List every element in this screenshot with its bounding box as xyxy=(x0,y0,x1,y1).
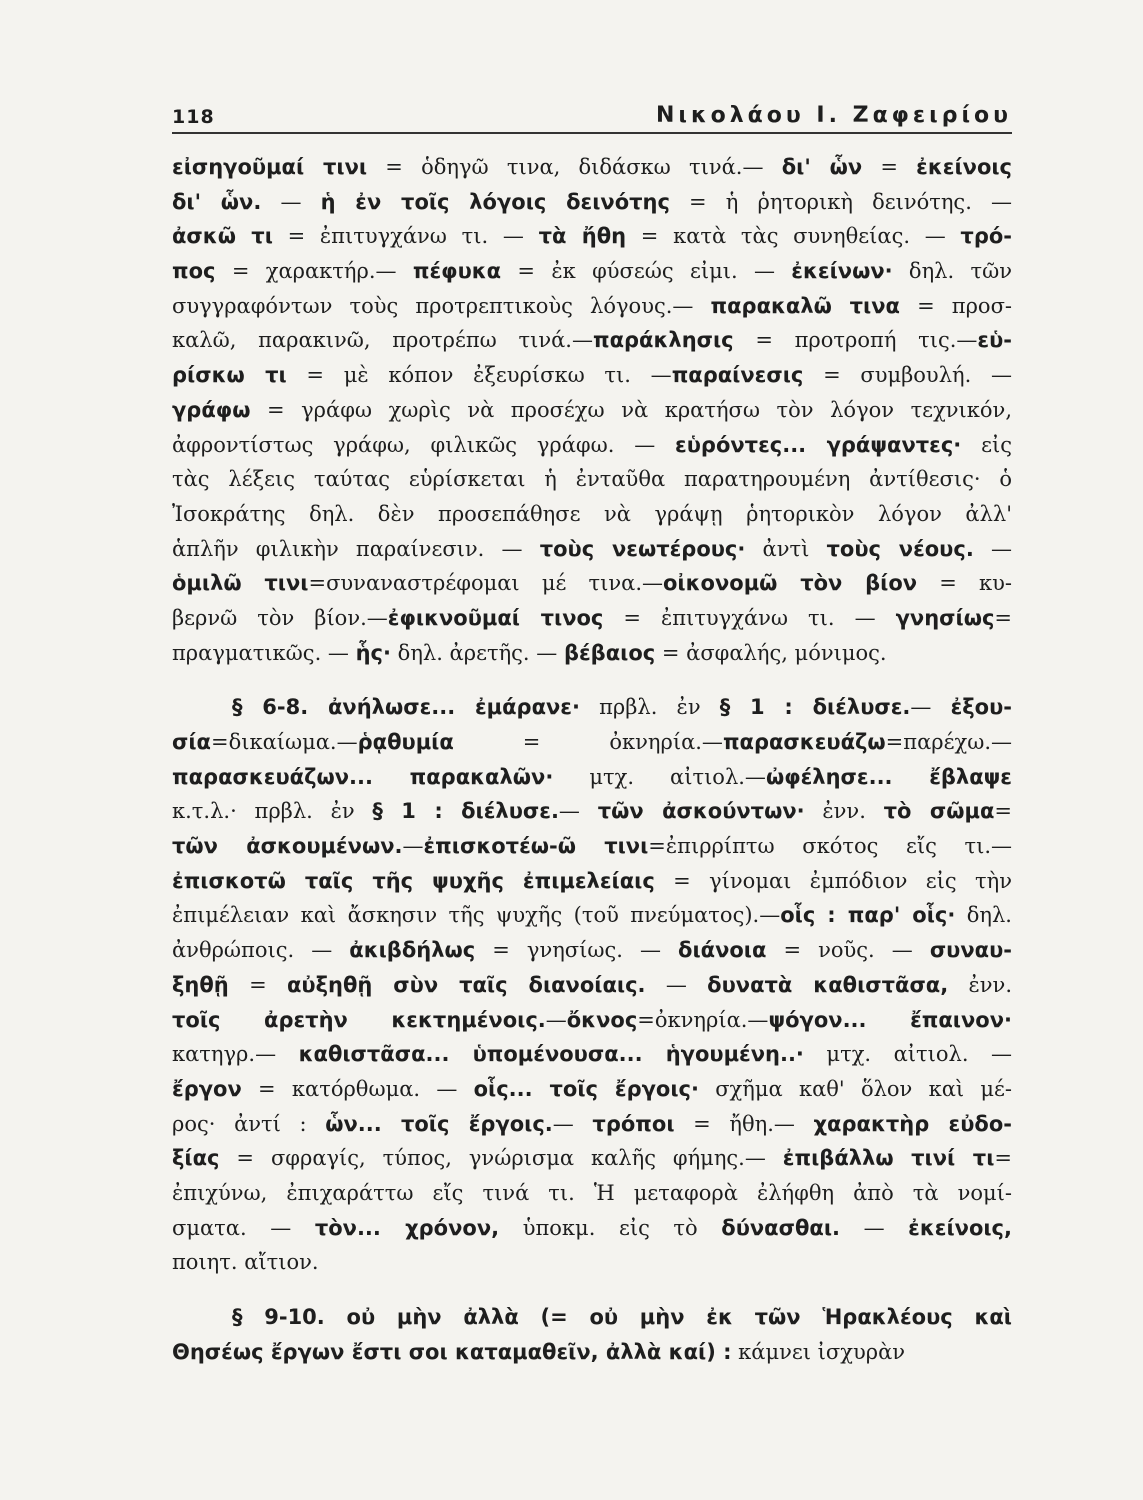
text-line xyxy=(172,1335,1012,1370)
text-line xyxy=(172,428,1012,463)
lemma-term: συναυ- xyxy=(929,938,1012,963)
gloss-text: = ἐπιτυγχάνω τι. — xyxy=(603,605,896,630)
lemma-term: δι' ὧν. xyxy=(172,189,262,214)
text-line xyxy=(172,462,1012,497)
lemma-term: τρό- xyxy=(960,224,1012,249)
gloss-text: = γράφω χωρὶς νὰ προσέχω νὰ κρατήσω τὸν λόγον τεχνικόν, xyxy=(250,397,1012,422)
gloss-text: = χαρακτήρ.— xyxy=(215,259,413,284)
lemma-term: ἐπιβάλλω τινί τι xyxy=(782,1146,995,1171)
text-line xyxy=(172,690,1012,725)
lemma-term: § 6-8. ἀνήλωσε... ἐμάρανε· xyxy=(232,695,580,720)
lemma-term: τὸ σῶμα xyxy=(883,799,995,824)
gloss-text: = xyxy=(994,1146,1012,1171)
gloss-text: = προσ- xyxy=(899,293,1013,318)
paragraph-gap xyxy=(172,670,1012,690)
text-line xyxy=(172,1176,1012,1211)
gloss-text: = ὁδηγῶ τινα, διδάσκω τινά.— xyxy=(367,155,782,179)
gloss-text: ἀφροντίστως γράφω, φιλικῶς γράφω. — xyxy=(172,432,676,457)
gloss-text: = νοῦς. — xyxy=(766,938,930,963)
gloss-text: = ἡ ῥητορικὴ δεινότης. — xyxy=(669,189,1012,214)
lemma-term: ὠφέλησε... ἔβλαψε xyxy=(765,764,1012,789)
lemma-term: ὁμιλῶ τινι xyxy=(172,571,309,596)
text-line xyxy=(172,601,1012,636)
gloss-text: = σφραγίς, τύπος, γνώρισμα καλῆς φήμης.— xyxy=(219,1146,783,1171)
gloss-text: =συναναστρέφομαι μέ τινα.— xyxy=(308,571,663,596)
gloss-text: =ὀκνηρία.— xyxy=(637,1007,769,1032)
gloss-text: — xyxy=(545,1007,567,1032)
gloss-text: = ἐκ φύσεώς εἰμι. — xyxy=(501,259,792,284)
gloss-text: = κατὰ τὰς συνηθείας. — xyxy=(626,224,961,249)
gloss-text: = ἐπιτυγχάνω τι. — xyxy=(272,224,539,249)
text-line xyxy=(172,1141,1012,1176)
lemma-term: ἐξου- xyxy=(950,695,1012,720)
gloss-text: μτχ. αἰτιολ. — xyxy=(803,1042,1012,1067)
lemma-term: εἰσηγοῦμαί τινι xyxy=(172,155,368,179)
gloss-text: βερνῶ τὸν βίον.— xyxy=(172,605,388,630)
lemma-term: οἷς... τοῖς ἔργοις· xyxy=(473,1076,699,1101)
lemma-term: παράκλησις xyxy=(592,328,734,353)
gloss-text: — xyxy=(558,799,598,824)
gloss-text: ἀντὶ xyxy=(745,536,827,561)
lemma-term: δι' ὧν xyxy=(781,155,863,179)
lemma-term: ἀσκῶ τι xyxy=(172,224,273,249)
text-line xyxy=(172,219,1012,254)
text-line xyxy=(172,1107,1012,1142)
text-line xyxy=(172,794,1012,829)
gloss-text: — xyxy=(973,536,1012,561)
lemma-term: δυνατὰ καθιστᾶσα, xyxy=(707,972,949,997)
text-line xyxy=(172,933,1012,968)
lemma-term: τοῖς ἀρετὴν κεκτημένοις. xyxy=(172,1007,546,1032)
lemma-term: τὸν... χρόνον, xyxy=(314,1215,500,1240)
lemma-term: παρασκευάζων... παρακαλῶν· xyxy=(172,764,554,789)
running-title: Νικολάου Ι. Ζαφειρίου xyxy=(656,103,1012,128)
page-number: 118 xyxy=(172,106,215,128)
gloss-text: — xyxy=(261,189,321,214)
gloss-text: — xyxy=(645,972,708,997)
text-line xyxy=(172,829,1012,864)
lemma-term: ἐφικνοῦμαί τινος xyxy=(387,605,604,630)
gloss-text: = γίνομαι ἐμπόδιον εἰς τὴν xyxy=(654,868,1012,893)
gloss-text: δηλ. τῶν xyxy=(892,259,1012,284)
commentary-text xyxy=(172,150,1012,1369)
text-line xyxy=(172,968,1012,1003)
lemma-term: διάνοια xyxy=(678,938,767,963)
gloss-text: ἐνν. xyxy=(948,972,1013,997)
gloss-text: πρβλ. ἐν xyxy=(579,695,720,720)
text-line xyxy=(172,566,1012,601)
text-line xyxy=(172,1211,1012,1246)
gloss-text: ποιητ. αἴτιον. xyxy=(172,1250,319,1275)
gloss-text: εἰς xyxy=(961,432,1012,457)
gloss-text: =παρέχω.— xyxy=(885,730,1012,754)
gloss-text: = κυ- xyxy=(917,571,1012,596)
lemma-term: ἐκείνοις, xyxy=(908,1215,1012,1240)
gloss-text: καλῶ, παρακινῶ, προτρέπω τινά.— xyxy=(172,328,593,353)
lemma-term: ὄκνος xyxy=(566,1007,638,1032)
text-line xyxy=(172,1245,1012,1280)
gloss-text: δηλ. xyxy=(955,903,1012,928)
text-line xyxy=(172,898,1012,933)
lemma-term: εὑρόντες... γράψαντες· xyxy=(675,432,962,457)
gloss-text: — xyxy=(402,834,424,859)
text-line xyxy=(172,150,1012,185)
lemma-term: ἐπισκοτέω-ῶ τινι xyxy=(423,834,649,859)
text-line xyxy=(172,864,1012,899)
lemma-term: παραίνεσις xyxy=(671,363,804,388)
gloss-text: = xyxy=(228,972,287,997)
gloss-text: — xyxy=(910,695,951,720)
gloss-text: = συμβουλή. — xyxy=(803,363,1012,388)
lemma-term: § 9-10. οὐ μὴν ἀλλὰ (= οὐ μὴν ἐκ τῶν Ἡρακλέους καὶ xyxy=(232,1305,1012,1329)
text-line xyxy=(172,393,1012,428)
gloss-text: = ἤθη.— xyxy=(674,1111,814,1136)
gloss-text: σχῆμα καθ' ὅλον καὶ μέ- xyxy=(698,1076,1013,1101)
text-line xyxy=(172,254,1012,289)
text-line xyxy=(172,1003,1012,1038)
lemma-term: χαρακτὴρ εὐδο- xyxy=(813,1111,1012,1136)
gloss-text: = μὲ κόπον ἐξευρίσκω τι. — xyxy=(286,363,672,388)
gloss-text: Ἰσοκράτης δηλ. δὲν προσεπάθησε νὰ γράψῃ ῥητορικὸν λόγον ἀλλ' xyxy=(172,501,1012,526)
gloss-text: ἐπιχύνω, ἐπιχαράττω εἴς τινά τι. Ἡ μεταφορὰ ἐλήφθη ἀπὸ τὰ νομί- xyxy=(172,1180,1012,1205)
text-line xyxy=(172,289,1012,324)
lemma-term: ἀκιβδήλως xyxy=(349,938,476,963)
lemma-term: τοὺς νέους. xyxy=(826,536,974,561)
gloss-text: = προτροπή τις.— xyxy=(733,328,978,353)
gloss-text: ὑποκμ. εἰς τὸ xyxy=(499,1215,722,1240)
gloss-text: ἐπιμέλειαν καὶ ἄσκησιν τῆς ψυχῆς (τοῦ πνεύματος).— xyxy=(172,903,781,928)
gloss-text: ἀνθρώποις. — xyxy=(172,938,350,963)
gloss-text: πραγματικῶς. — xyxy=(172,640,356,665)
lemma-term: γνησίως xyxy=(895,605,995,630)
lemma-term: ῥᾳθυμία xyxy=(357,730,454,754)
lemma-term: Θησέως ἔργων ἔστι σοι καταμαθεῖν, ἀλλὰ καί) : xyxy=(172,1339,732,1364)
text-line xyxy=(172,1037,1012,1072)
gloss-text: μτχ. αἰτιολ.— xyxy=(553,764,766,789)
text-line xyxy=(172,497,1012,532)
lemma-term: παρασκευάζω xyxy=(722,730,886,754)
text-line xyxy=(172,1300,1012,1335)
lemma-term: εὑ- xyxy=(977,328,1012,353)
lemma-term: ψόγον... ἔπαινον· xyxy=(768,1007,1012,1032)
gloss-text: κατηγρ.— xyxy=(172,1042,299,1067)
paragraph-gap xyxy=(172,1280,1012,1300)
text-line xyxy=(172,1072,1012,1107)
text-line xyxy=(172,358,1012,393)
text-line xyxy=(172,725,1012,760)
lemma-term: ἧς· xyxy=(355,640,391,665)
lemma-term: ξίας xyxy=(172,1146,220,1171)
gloss-text: =δικαίωμα.— xyxy=(210,730,358,754)
lemma-term: παρακαλῶ τινα xyxy=(710,293,900,318)
lemma-term: ρίσκω τι xyxy=(172,363,287,388)
gloss-text: ἐνν. xyxy=(804,799,884,824)
lemma-term: ξηθῇ xyxy=(172,972,229,997)
text-line xyxy=(172,760,1012,795)
lemma-term: οἷς : παρ' οἷς· xyxy=(780,903,956,928)
lemma-term: καθιστᾶσα... ὑπομένουσα... ἡγουμένη..· xyxy=(298,1042,804,1067)
lemma-term: ἡ ἐν τοῖς λόγοις δεινότης xyxy=(320,189,670,214)
lemma-term: τῶν ἀσκουμένων. xyxy=(172,834,403,859)
page-header xyxy=(172,98,1012,134)
text-line xyxy=(172,636,1012,671)
lemma-term: τὰ ἤθη xyxy=(538,224,627,249)
lemma-term: § 1 : διέλυσε. xyxy=(719,695,911,720)
gloss-text: = xyxy=(994,799,1012,824)
lemma-term: σία xyxy=(172,730,211,754)
lemma-term: ἐπισκοτῶ ταῖς τῆς ψυχῆς ἐπιμελείαις xyxy=(172,868,655,893)
lemma-term: αὐξηθῇ σὺν ταῖς διανοίαις. xyxy=(287,972,646,997)
gloss-text: συγγραφόντων τοὺς προτρεπτικοὺς λόγους.— xyxy=(172,293,711,318)
gloss-text: — xyxy=(839,1215,909,1240)
lemma-term: ἐκείνων· xyxy=(791,259,893,284)
lemma-term: οἰκονομῶ τὸν βίον xyxy=(663,571,918,596)
gloss-text: = ὀκνηρία.— xyxy=(453,730,723,754)
gloss-text: κ.τ.λ.· πρβλ. ἐν xyxy=(172,799,373,824)
gloss-text: κάμνει ἰσχυρὰν xyxy=(731,1339,906,1364)
lemma-term: ὧν... τοῖς ἔργοις. xyxy=(325,1111,553,1136)
lemma-term: τῶν ἀσκούντων· xyxy=(597,799,805,824)
lemma-term: τοὺς νεωτέρους· xyxy=(539,536,746,561)
text-line xyxy=(172,323,1012,358)
text-line xyxy=(172,532,1012,567)
gloss-text: = κατόρθωμα. — xyxy=(241,1076,474,1101)
lemma-term: βέβαιος xyxy=(563,640,656,665)
lemma-term: § 1 : διέλυσε. xyxy=(372,799,559,824)
lemma-term: τρόποι xyxy=(592,1111,675,1136)
lemma-term: ἔργον xyxy=(172,1076,242,1101)
lemma-term: πος xyxy=(172,259,216,284)
gloss-text: ρος· ἀντί : xyxy=(172,1111,326,1136)
gloss-text: = xyxy=(994,605,1012,630)
lemma-term: γράφω xyxy=(172,397,251,422)
gloss-text: = γνησίως. — xyxy=(475,938,679,963)
gloss-text: δηλ. ἀρετῆς. — xyxy=(391,640,564,665)
lemma-term: ἐκείνοις xyxy=(916,155,1012,179)
gloss-text: = ἀσφαλής, μόνιμος. xyxy=(655,640,887,665)
gloss-text: — xyxy=(552,1111,593,1136)
gloss-text: = xyxy=(862,155,917,179)
gloss-text: τὰς λέξεις ταύτας εὑρίσκεται ἡ ἐνταῦθα παρατηρουμένη ἀντίθεσις· ὁ xyxy=(172,467,1012,492)
text-line xyxy=(172,185,1012,220)
gloss-text: σματα. — xyxy=(172,1215,315,1240)
lemma-term: πέφυκα xyxy=(412,259,502,284)
lemma-term: δύνασθαι. xyxy=(721,1215,840,1240)
gloss-text: ἁπλῆν φιλικὴν παραίνεσιν. — xyxy=(172,536,540,561)
gloss-text: =ἐπιρρίπτω σκότος εἴς τι.— xyxy=(648,834,1012,859)
